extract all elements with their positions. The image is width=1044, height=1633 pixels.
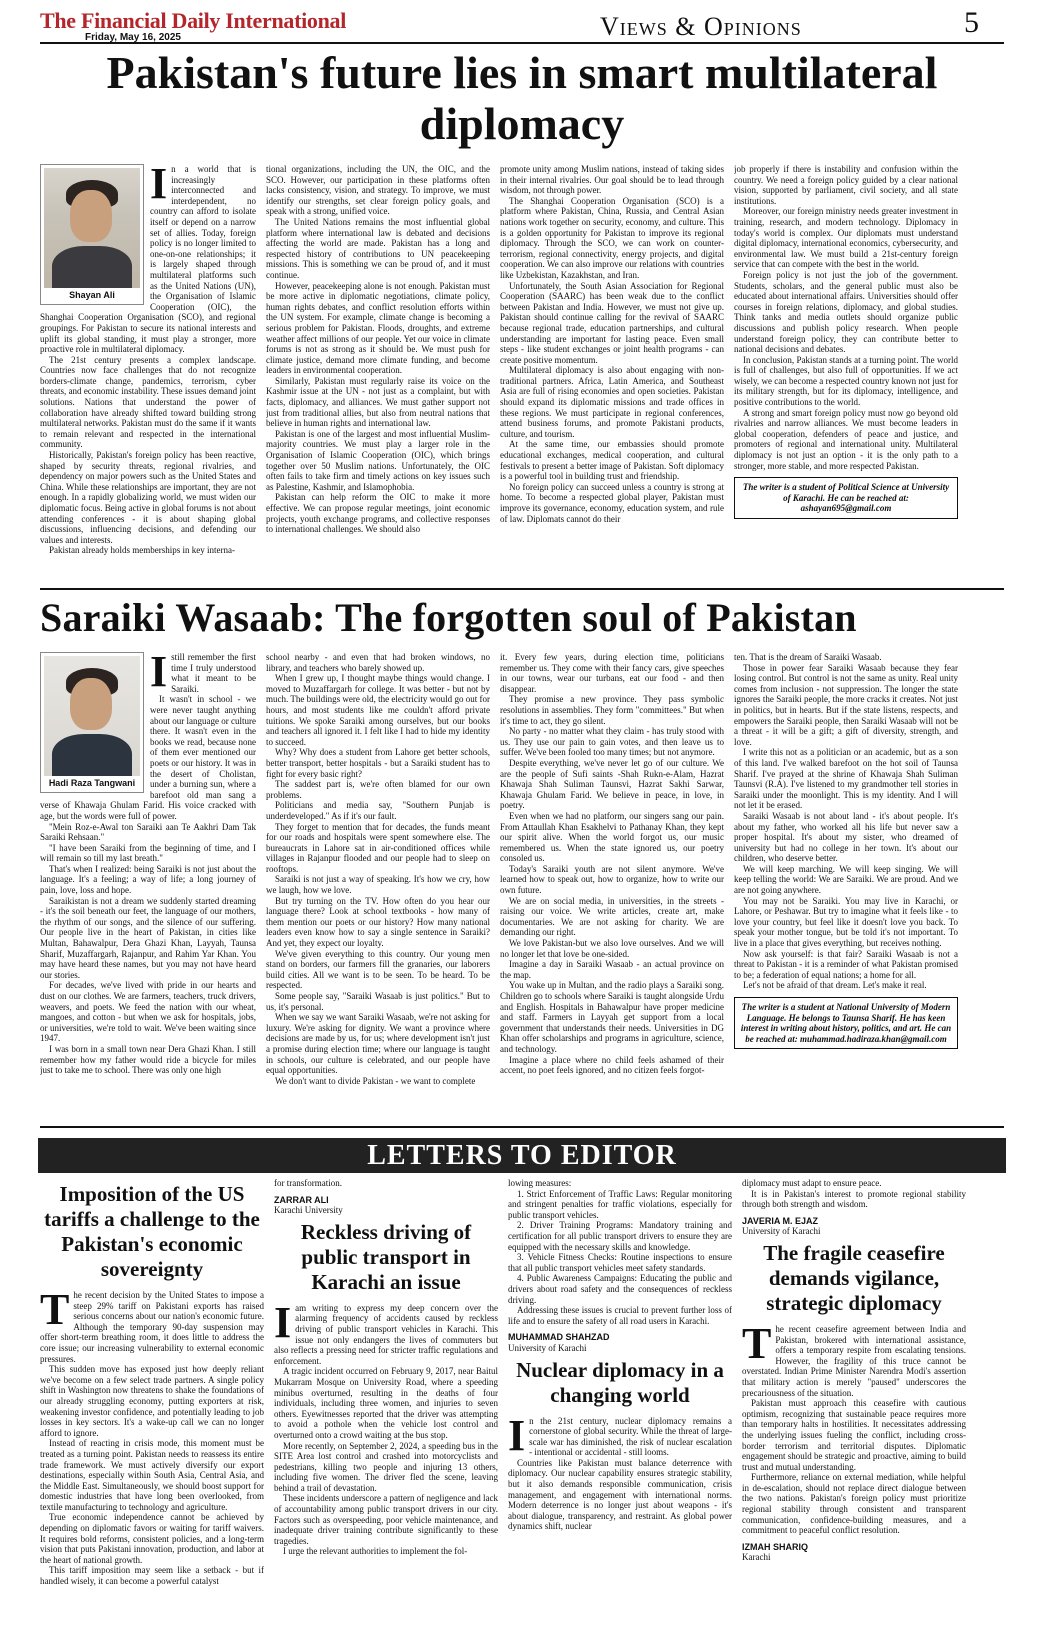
article-headline: Saraiki Wasaab: The forgotten soul of Pakistan bbox=[40, 595, 857, 640]
paragraph: At the same time, our embassies should promote educational exchanges, medical cooperation, and cultural festivals to present a better image of Pakistan. Soft diplomacy is a powerful tool in building trust and friendship. bbox=[500, 439, 724, 482]
letter-place: University of Karachi bbox=[508, 1342, 587, 1353]
paragraph: he recent decision by the United States to impose a steep 29% tariff on Pakistani exports has raised serious concerns about our nation's economic future. Although the temporary 90-day suspension may offer short-term breathing room, it does little to address the core issue; our increasing vulnerability to external economic pressures. bbox=[40, 1290, 264, 1364]
author-photo bbox=[40, 652, 144, 793]
paragraph: school nearby - and even that had broken windows, no library, and teachers who barely showed up. bbox=[266, 652, 490, 673]
paragraph: For decades, we've lived with pride in our hearts and dust on our clothes. We are farmers, teachers, truck drivers, weavers, and poets. We feed the nation with our wheat, mangoes, and cotton - but when we ask for hospitals, jobs, or universities, we're told to wait. We've been waiting since 1947. bbox=[40, 980, 256, 1044]
article-column bbox=[266, 652, 490, 1118]
paragraph: That's when I realized: being Saraiki is not just about the language. It's a feeling; a way of life; a long journey of pain, love, loss and hope. bbox=[40, 863, 256, 896]
drop-cap: I bbox=[150, 652, 168, 696]
paragraph: They forget to mention that for decades, the funds meant for our roads and hospitals were spent somewhere else. The bureaucrats in Lahore sat in air-conditioned offices while villages in Rajanpur flooded and our people had to sleep on rooftops. bbox=[266, 821, 490, 874]
paragraph: diplomacy must adapt to ensure peace. bbox=[742, 1178, 882, 1188]
article-headline: Pakistan's future lies in smart multilateral diplomacy bbox=[106, 47, 938, 149]
author-bio: The writer is a student of Political Science at University of Karachi. He can be reached at: ashayan695@gmail.com bbox=[734, 477, 958, 519]
author-portrait bbox=[44, 168, 140, 288]
paragraph: We don't want to divide Pakistan - we want to complete bbox=[275, 1075, 476, 1086]
paragraph: You wake up in Multan, and the radio plays a Saraiki song. Children go to schools where Saraiki is taught alongside Urdu and English. Hospitals in Bahawalpur have proper medicine and staff. Farmers in Layyah get support from a local government that understands their needs. Universities in DG Khan offer scholarships and programs in agriculture, science, and technology. bbox=[500, 980, 724, 1054]
letter-signature: MUHAMMAD SHAHZAD bbox=[508, 1332, 610, 1343]
paragraph: When we say we want Saraiki Wasaab, we're not asking for luxury. We're asking for dignity. We want a province where decisions are made by us, for us; where development isn't just a promise during election time; where our language is taught in schools, our culture is celebrated, and our people have equal opportunities. bbox=[266, 1012, 490, 1076]
paragraph: Pakistan can help reform the OIC to make it more effective. We can propose regular meetings, joint economic projects, youth exchange programs, and collective responses to international challenges. We should also bbox=[266, 492, 490, 535]
paragraph: These incidents underscore a pattern of negligence and lack of accountability among public transport drivers in our city. Factors such as overspeeding, poor vehicle maintenance, and inadequate driver training contribute significantly to these tragedies. bbox=[274, 1493, 498, 1546]
paragraph: Now ask yourself: is that fair? Saraiki Wasaab is not a threat to Pakistan - it is a reminder of what Pakistan promised to be; a federation of equal nations; a home for all. bbox=[734, 948, 958, 980]
paragraph: Saraiki Wasaab is not about land - it's about people. It's about my father, who worked all his life but never saw a proper hospital. It's about my sister, who dreamed of university but had no college in her town. It's about our children, who deserve better. bbox=[734, 810, 958, 864]
paragraph: The United Nations remains the most influential global platform where international law is debated and decisions affecting the world are made. Pakistan has a long and respected history of contributions to UN peacekeeping missions. This is something we can be proud of, and it must continue. bbox=[266, 216, 490, 280]
paragraph: But try turning on the TV. How often do you hear our language there? Look at school textbooks - how many of them mention our poets or our history? How many national leaders even know how to say a single sentence in Saraiki? And yet, they expect our loyalty. bbox=[266, 895, 490, 949]
paragraph: We will keep marching. We will keep singing. We will keep telling the world: We are Saraiki. We are proud. And we are not going anywhere. bbox=[734, 863, 958, 896]
paper-name: The Financial Daily International bbox=[40, 8, 347, 33]
paragraph: Pakistan already holds memberships in key interna- bbox=[49, 545, 235, 556]
paragraph: This sudden move has exposed just how deeply reliant we've become on a few select trade partners. A single policy shift in Washington now threatens to shake the foundations of our already struggling economy, putting exporters at risk, weakening investor confidence, and potentially leading to job losses in key sectors. It's a wake-up call we can no longer afford to ignore. bbox=[40, 1364, 264, 1438]
paragraph: 4. Public Awareness Campaigns: Educating the public and drivers about road safety and the consequences of reckless driving. bbox=[508, 1273, 732, 1305]
paragraph: n a world that is increasingly interconnected and interdependent, no country can afford to isolate itself or depend on a narrow set of allies. Today, foreign policy is no longer limited to one-on-one relationships; it is largely shaped through multilateral platforms such as the United Nations (UN), the Organisation of Islamic Cooperation (OIC), the Shanghai Cooperation Organisation (SCO), and regional groupings. For Pakistan to secure its national interests and uplift its global standing, it must play a stronger, more proactive role in multilateral diplomacy. bbox=[40, 164, 256, 355]
paragraph: You may not be Saraiki. You may live in Karachi, or Lahore, or Peshawar. But try to imagine what it feels like - to love your country, but feel like it doesn't love you back. To speak your mother tongue, but be told it's not important. To live in a place that gives everything, but receives nothing. bbox=[734, 895, 958, 949]
paragraph: No party - no matter what they claim - has truly stood with us. They use our pain to gain votes, and then leave us to suffer. We've been fooled too many times; but not anymore. bbox=[500, 726, 724, 758]
paragraph: Despite everything, we've never let go of our culture. We are the people of Sufi saints -Shah Rukn-e-Alam, Hazrat Khawaja Shah Suliman Taunsvi, Hazrat Sakhi Sarwar, Khawaja Ghulam Farid. We believe in peace, in love, in poetry. bbox=[500, 757, 724, 811]
paragraph: However, peacekeeping alone is not enough. Pakistan must be more active in diplomatic negotiations, climate policy, human rights debates, and conflict resolution efforts within the UN system. For example, climate change is becoming a serious problem for Pakistan. Floods, droughts, and extreme weather affect millions of our people. Yet our voice in climate forums is not as strong as it should be. We must push for climate justice, demand more climate funding, and become leaders in environmental cooperation. bbox=[266, 280, 490, 376]
paragraph: True economic independence cannot be achieved by depending on diplomatic favors or waiting for tariff waivers. It requires bold reforms, consistent policies, and a long-term vision that puts Pakistani innovation, production, and labor at the heart of national growth. bbox=[40, 1512, 264, 1565]
paragraph: We are on social media, in universities, in the streets - raising our voice. We write articles, create art, make documentaries. We are not asking for charity. We are demanding our right. bbox=[500, 895, 724, 938]
paragraph: It wasn't in school - we were never taught anything about our language or culture there. It wasn't even in the books we read, because none of them ever mentioned our poets or our history. It was in the desert of Cholistan, under a burning sun, where a barefoot old man sang a verse of Khawaja Ghulam Farid. His voice cracked with age, but the words were full of power. bbox=[40, 694, 256, 821]
paragraph: More recently, on September 2, 2024, a speeding bus in the SITE Area lost control and crashed into motorcyclists and pedestrians, killing two people and injuring 13 others, including five women. The driver fled the scene, leaving behind a trail of devastation. bbox=[274, 1440, 498, 1493]
paragraph: Saraiki is not just a way of speaking. It's how we cry, how we laugh, how we love. bbox=[266, 874, 490, 896]
paragraph: Imagine a day in Saraiki Wasaab - an actual province on the map. bbox=[500, 959, 724, 980]
author-photo bbox=[40, 164, 144, 305]
letter-headline: Reckless driving of public transport in Karachi an issue bbox=[300, 1219, 472, 1294]
paragraph: am writing to express my deep concern over the alarming frequency of accidents caused by reckless driving of public transport vehicles in Karachi. This issue not only endangers the lives of commuters but also reflects a pressing need for stricter traffic regulations and enforcement. bbox=[274, 1302, 498, 1366]
letter-signature: JAVERIA M. EJAZ bbox=[742, 1215, 819, 1226]
letter-place: University of Karachi bbox=[742, 1226, 821, 1237]
letter-column bbox=[40, 1178, 264, 1628]
article-column bbox=[734, 164, 958, 574]
paragraph: still remember the first time I truly understood what it meant to be Saraiki. bbox=[171, 652, 256, 694]
paragraph: Instead of reacting in crisis mode, this moment must be treated as a turning point. Pakistan needs to reassess its entire trade framework. We must actively diversify our export destinations, especially within South Asia, Central Asia, and the Middle East. Simultaneously, we should boost support for domestic industries that have long been overlooked, from textile manufacturing to technology and agriculture. bbox=[40, 1438, 264, 1512]
article-column bbox=[40, 164, 256, 574]
paragraph: Foreign policy is not just the job of the government. Students, scholars, and the general public must also be educated about international affairs. Universities should offer courses in foreign relations, diplomacy, and global studies. Think tanks and media outlets should organize public discussions and publish policy research. When people understand foreign policy, they can contribute better to national decisions and debates. bbox=[734, 269, 958, 355]
letter-headline: Imposition of the US tariffs a challenge to the Pakistan's economic sovereignty bbox=[44, 1182, 260, 1281]
paragraph: 1. Strict Enforcement of Traffic Laws: Regular monitoring and stringent penalties for traffic violations, especially for public transport vehicles. bbox=[508, 1188, 732, 1220]
article-column bbox=[500, 652, 724, 1118]
paragraph: "Mein Roz-e-Awal ton Saraiki aan Te Aakhri Dam Tak Saraiki Rehsaan." bbox=[40, 821, 256, 843]
letter-signature: IZMAH SHARIQ bbox=[742, 1541, 808, 1552]
paragraph: Pakistan is one of the largest and most influential Muslim-majority countries. We must play a larger role in the Organisation of Islamic Cooperation (OIC), which brings together over 50 Muslim nations. Unfortunately, the OIC often fails to take firm and timely actions on key issues such as Palestine, Kashmir, and Islamophobia. bbox=[266, 428, 490, 492]
drop-cap: T bbox=[742, 1318, 772, 1368]
letter-headline: The fragile ceasefire demands vigilance, strategic diplomacy bbox=[763, 1240, 945, 1315]
author-caption: Shayan Ali bbox=[69, 290, 115, 300]
letters-band: LETTERS TO EDITOR bbox=[38, 1138, 1006, 1173]
article-column bbox=[40, 652, 256, 1118]
paragraph: In conclusion, Pakistan stands at a turning point. The world is full of challenges, but also full of opportunities. If we act wisely, we can become a respected country known not just for its military strength, but for its diplomacy, intelligence, and positive contributions to the world. bbox=[734, 354, 958, 408]
article-column bbox=[500, 164, 724, 574]
paragraph: Countries like Pakistan must balance deterrence with diplomacy. Our nuclear capability ensures strategic stability, but it also demands responsible communication, crisis management, and engagement with international norms. Modern deterrence is no longer just about weapons - it's about dialogue, transparency, and restraint. As global power dynamics shift, nuclear bbox=[508, 1457, 732, 1532]
article-column bbox=[734, 652, 958, 1118]
paragraph: No foreign policy can succeed unless a country is strong at home. To become a respected global player, Pakistan must improve its governance, economy, education system, and rule of law. Diplomats cannot do their bbox=[500, 481, 724, 524]
letter-signature: ZARRAR ALI bbox=[274, 1194, 329, 1205]
paragraph: Some people say, "Saraiki Wasaab is just politics." But to us, it's personal. bbox=[266, 991, 490, 1012]
paragraph: Furthermore, reliance on external mediation, while helpful in de-escalation, should not replace direct dialogue between the two nations. Pakistan's foreign policy must prioritize regional stability through consistent and transparent communication, confidence-building measures, and a commitment to peaceful conflict resolution. bbox=[742, 1472, 966, 1536]
paragraph: We've given everything to this country. Our young men stand on borders, our farmers fill the granaries, our laborers build cities. All we want is to be seen. To be heard. To be respected. bbox=[266, 948, 490, 991]
letter-column bbox=[508, 1178, 732, 1628]
paragraph: This tariff imposition may seem like a setback - but if handled wisely, it can become a powerful catalyst bbox=[40, 1565, 264, 1587]
letter-column bbox=[274, 1178, 498, 1628]
paragraph: I was born in a small town near Dera Ghazi Khan. I still remember how my father would ride a bicycle for miles just to take me to school. There was only one high bbox=[40, 1043, 256, 1076]
paragraph: "I have been Saraiki from the beginning of time, and I will remain so till my last breath." bbox=[40, 842, 256, 864]
paragraph: Similarly, Pakistan must regularly raise its voice on the Kashmir issue at the UN - not just as a complaint, but with facts, diplomacy, and alliances. We must gather support not just from traditional allies, but also from neutral nations that believe in human rights and international law. bbox=[266, 375, 490, 429]
paragraph: We love Pakistan-but we also love ourselves. And we will no longer let that love be one-sided. bbox=[500, 938, 724, 959]
paragraph: job properly if there is instability and confusion within the country. We need a foreign policy guided by a clear national vision, supported by parliament, civil society, and all state institutions. bbox=[734, 164, 958, 206]
section-name: Views & Opinions bbox=[600, 12, 802, 41]
paragraph: ten. That is the dream of Saraiki Wasaab. bbox=[734, 652, 882, 662]
paragraph: Those in power fear Saraiki Wasaab because they fear losing control. But control is not the same as unity. Real unity comes from inclusion - not suppression. The longer the state ignores the Saraiki people, the more cracks it creates. Not just in politics, but in hearts. But if the state listens, respects, and empowers the Saraiki people, then Saraiki Wasaab will not be a threat - it will be a gift; a gift of diversity, strength, and love. bbox=[734, 662, 958, 747]
paragraph: he recent ceasefire agreement between India and Pakistan, brokered with international assistance, offers a temporary respite from escalating tensions. However, the fragility of this truce cannot be overstated. Indian Prime Minister Narendra Modi's assertion that military action is merely "paused" underscores the precariousness of the situation. bbox=[742, 1323, 966, 1398]
paragraph: Pakistan must approach this ceasefire with cautious optimism, recognizing that sustainable peace requires more than temporary halts in hostilities. It necessitates addressing the underlying issues fueling the conflict, including cross-border terrorism and territorial disputes. Diplomatic engagement should be strategic and proactive, aiming to build trust and mutual understanding. bbox=[742, 1398, 966, 1472]
paragraph: Addressing these issues is crucial to prevent further loss of life and to ensure the safety of all road users in Karachi. bbox=[508, 1305, 732, 1326]
paragraph: tional organizations, including the UN, the OIC, and the SCO. However, our participation in these platforms often lacks consistency, vision, and strategy. To improve, we must identify our strengths, set clear foreign policy goals, and speak with a strong, unified voice. bbox=[266, 164, 490, 217]
paragraph: for transformation. bbox=[274, 1178, 342, 1188]
paragraph: It is in Pakistan's interest to promote regional stability through both strength and wisdom. bbox=[742, 1188, 966, 1210]
paragraph: The 21st century presents a complex landscape. Countries now face challenges that do not recognize borders-climate change, pandemics, terrorism, cyber threats, and economic instability. These issues demand joint solutions. Nations that understand the power of collaboration have already shifted toward building strong multilateral networks. Pakistan must do the same if it wants to remain relevant and respected in the international community. bbox=[40, 354, 256, 450]
author-bio: The writer is a student at National University of Modern Language. He belongs to Taunsa Sharif. He has keen interest in writing about history, politics, and art. He can be reached at: muhammad.hadiraza.khan@gmail.com bbox=[734, 997, 958, 1049]
paragraph: The Shanghai Cooperation Organisation (SCO) is a platform where Pakistan, China, Russia, and Central Asian nations work together on security, economy, and culture. This is a golden opportunity for Pakistan to improve its regional diplomacy. Through the SCO, we can work on counter-terrorism, regional connectivity, energy projects, and digital cooperation. We can also improve our relations with countries like Uzbekistan, Kazakhstan, and Iran. bbox=[500, 195, 724, 280]
letter-place: Karachi bbox=[742, 1552, 771, 1563]
masthead bbox=[40, 8, 1004, 44]
paragraph: 2. Driver Training Programs: Mandatory training and certification for all public transport drivers to ensure they are equipped with the necessary skills and knowledge. bbox=[508, 1220, 732, 1252]
paragraph: n the 21st century, nuclear diplomacy remains a cornerstone of global security. While the threat of large-scale war has diminished, the risk of nuclear escalation - intentional or accidental - still looms. bbox=[529, 1415, 732, 1458]
paragraph: Moreover, our foreign ministry needs greater investment in training, research, and modern technology. Diplomacy in today's world is complex. Our diplomats must understand digital diplomacy, international economics, cybersecurity, and environmental law. We must build a 21st-century foreign service that can compete with the best in the world. bbox=[734, 206, 958, 270]
drop-cap: I bbox=[508, 1410, 526, 1460]
drop-cap: T bbox=[40, 1285, 70, 1334]
paragraph: Multilateral diplomacy is also about engaging with non-traditional partners. Africa, Latin America, and Southeast Asia are full of rising economies and open societies. Pakistan should expand its diplomatic missions and trade offices in these regions. We must participate in regional conferences, attend business forums, and promote Pakistani products, culture, and tourism. bbox=[500, 365, 724, 439]
paragraph: Politicians and media say, "Southern Punjab is underdeveloped." As if it's our fault. bbox=[266, 800, 490, 821]
letter-place: Karachi University bbox=[274, 1205, 343, 1216]
drop-cap: I bbox=[274, 1297, 292, 1347]
paragraph: it. Every few years, during election time, politicians remember us. They come with their fancy cars, give speeches in our towns, wear our turbans, eat our food - and then disappear. bbox=[500, 652, 724, 694]
issue-date: Friday, May 16, 2025 bbox=[85, 32, 181, 43]
paragraph: They promise a new province. They pass symbolic resolutions in assemblies. They form "committees." But when it's time to act, they go silent. bbox=[500, 694, 724, 726]
paragraph: 3. Vehicle Fitness Checks: Routine inspections to ensure that all public transport vehicles meet safety standards. bbox=[508, 1252, 732, 1273]
author-caption: Hadi Raza Tangwani bbox=[48, 778, 136, 788]
drop-cap: I bbox=[150, 164, 168, 208]
paragraph: promote unity among Muslim nations, instead of taking sides in their internal rivalries. Our goal should be to lead through wisdom, not through power. bbox=[500, 164, 724, 196]
letter-headline: Nuclear diplomacy in a changing world bbox=[516, 1357, 724, 1407]
paragraph: The saddest part is, we're often blamed for our own problems. bbox=[266, 779, 490, 800]
article-column bbox=[266, 164, 490, 574]
paragraph: Why? Why does a student from Lahore get better schools, better transport, better hospitals - but a Saraiki student has to fight for every basic right? bbox=[266, 747, 490, 779]
paragraph: Today's Saraiki youth are not silent anymore. We've learned how to speak out, how to organize, how to write our own future. bbox=[500, 863, 724, 896]
paragraph: I urge the relevant authorities to implement the fol- bbox=[283, 1546, 468, 1557]
paragraph: Historically, Pakistan's foreign policy has been reactive, shaped by security threats, regional rivalries, and dependency on major powers such as the United States and China. While these relationships are important, they are not enough. In a rapidly globalizing world, we must widen our diplomatic focus. Being active in global forums is not about attending conferences - it is about shaping global discussions, influencing decisions, and defending our values and interests. bbox=[40, 450, 256, 545]
paragraph: Even when we had no platform, our singers sang our pain. From Attaullah Khan Esakhelvi to Pathanay Khan, they kept our spirit alive. When the world forgot us, our music remembered us. When the state ignored us, our poetry consoled us. bbox=[500, 810, 724, 864]
page-number: 5 bbox=[964, 6, 979, 39]
author-portrait bbox=[44, 656, 140, 776]
paragraph: Imagine a place where no child feels ashamed of their accent, no poet feels ignored, and no citizen feels forgot- bbox=[500, 1054, 724, 1076]
paragraph: A tragic incident occurred on February 9, 2017, near Baitul Mukarram Mosque on University Road, where a speeding minibus overturned, resulting in the deaths of four individuals, including three women, and injuries to seven others. Eyewitnesses reported that the driver was attempting to avoid a pothole when the vehicle lost control and overturned onto a crowd waiting at the bus stop. bbox=[274, 1366, 498, 1440]
paragraph: Unfortunately, the South Asian Association for Regional Cooperation (SAARC) has been weak due to the conflict between Pakistan and India. However, we must not give up. Pakistan should continue calling for the revival of SAARC because regional trade, education partnerships, and cultural understanding are important for lasting peace. Even small steps - like student exchanges or joint health programs - can create positive momentum. bbox=[500, 280, 724, 365]
paragraph: Let's not be afraid of that dream. Let's make it real. bbox=[743, 980, 927, 991]
paragraph: A strong and smart foreign policy must now go beyond old rivalries and narrow alliances. We must become leaders in global cooperation, defenders of peace and justice, and promoters of regional and international unity. Multilateral diplomacy is not just an option - it is the only path to a stronger, more stable, and more respected Pakistan. bbox=[734, 407, 958, 471]
paragraph: When I grew up, I thought maybe things would change. I moved to Muzaffargarh for college. It was better - but not by much. The buildings were old, the electricity would go out for hours, and most students like me couldn't afford private tuitions. We spoke Saraiki among ourselves, but our books and teachers all ignored it. I felt like I had to hide my identity to succeed. bbox=[266, 673, 490, 747]
paragraph: Saraikistan is not a dream we suddenly started dreaming - it's the soil beneath our feet, the language of our mothers, the rhythm of our songs, and the silence of our suffering. Our people live in the heart of Pakistan, in cities like Multan, Bahawalpur, Dera Ghazi Khan, Layyah, Taunsa Sharif, Muzaffargarh, Rajanpur, and Rahim Yar Khan. You may have heard these names, but you may not have heard our stories. bbox=[40, 895, 256, 980]
paragraph: lowing measures: bbox=[508, 1178, 572, 1188]
divider bbox=[40, 1126, 1004, 1128]
letter-column bbox=[742, 1178, 966, 1628]
divider bbox=[40, 588, 1004, 590]
paragraph: I write this not as a politician or an academic, but as a son of this land. I've walked barefoot on the hot soil of Taunsa Sharif. I've prayed at the shrine of Khawaja Shah Suliman Taunsvi (R.A). I've listened to my grandmother tell stories in Saraiki under the moonlight. This is my identity. And I will not let it be erased. bbox=[734, 747, 958, 811]
